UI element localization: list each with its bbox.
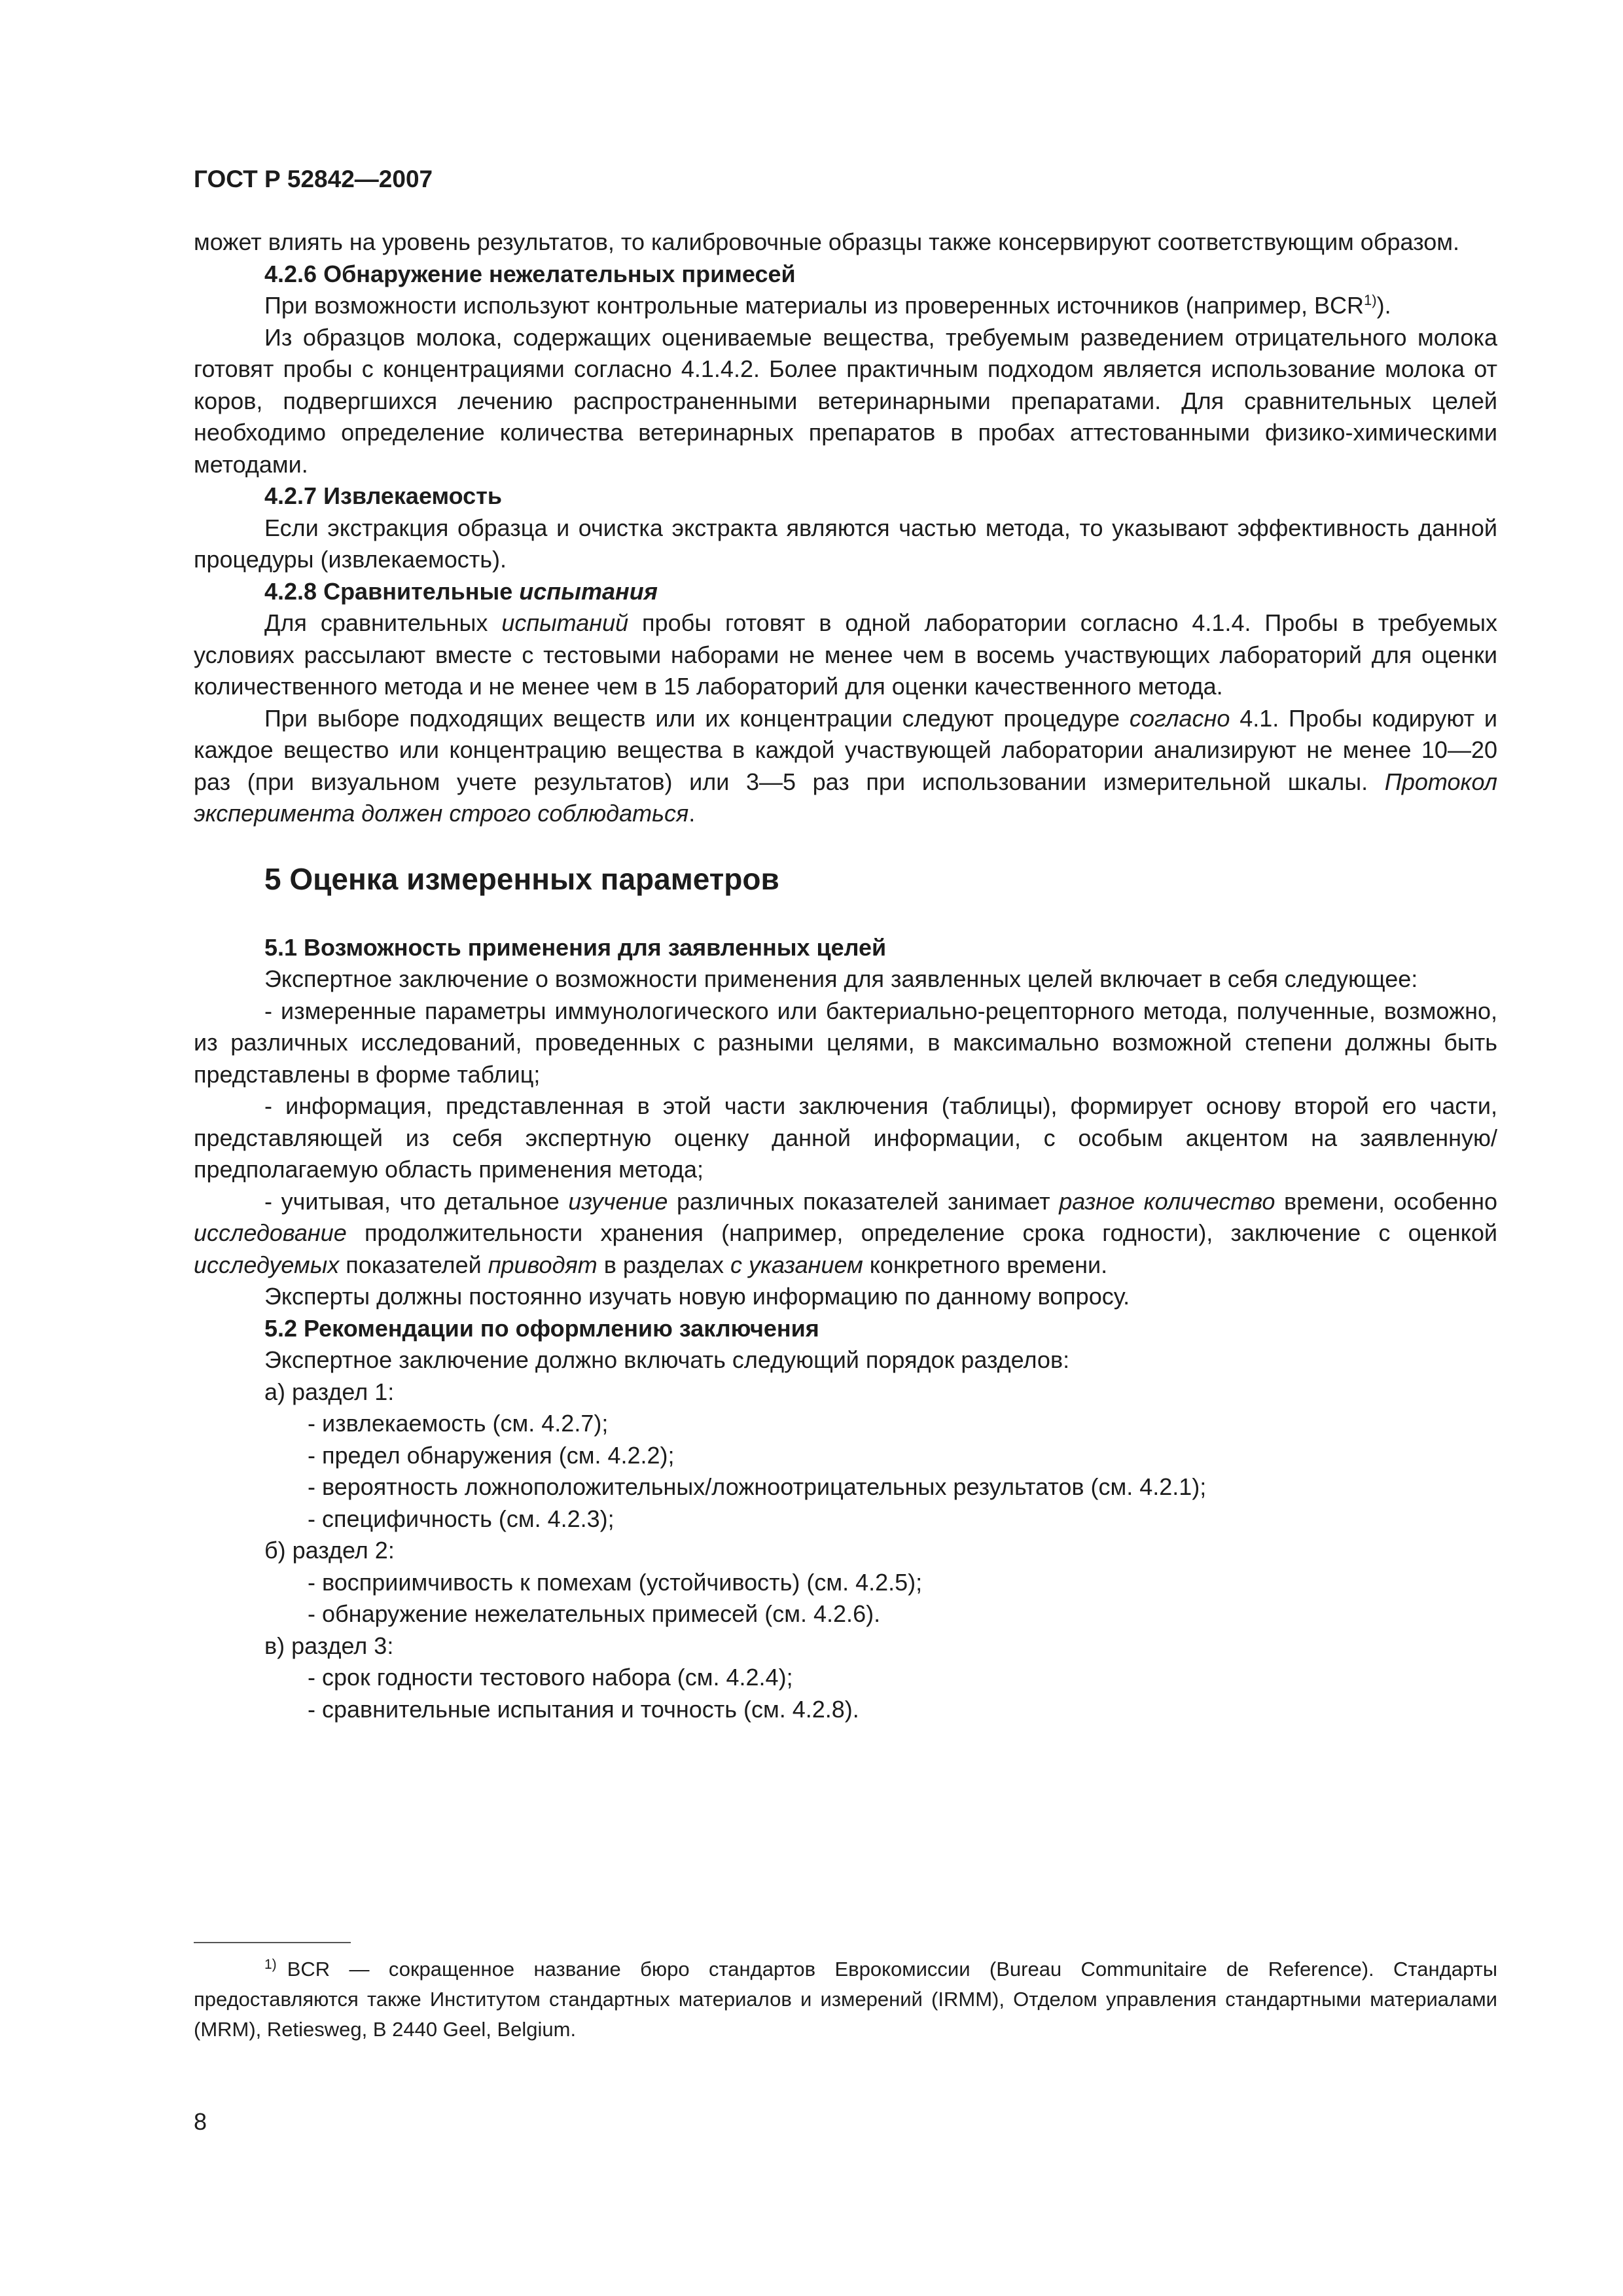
section-4-2-6-paragraph-1 — [194, 290, 1497, 322]
section-4-2-8-paragraph-1 — [194, 607, 1497, 703]
list-item: - восприимчивость к помехам (устойчивость) (см. 4.2.5); — [308, 1568, 923, 1596]
footnote-separator — [194, 1942, 351, 1943]
list-item: - сравнительные испытания и точность (см. 4.2.8). — [308, 1695, 859, 1723]
list-item: - обнаружение нежелательных примесей (см. 4.2.6). — [308, 1600, 881, 1627]
document-code-header: ГОСТ Р 52842—2007 — [194, 166, 433, 192]
section-5-2-heading: 5.2 Рекомендации по оформлению заключения — [264, 1314, 819, 1342]
section-4-2-7-paragraph: Если экстракция образца и очистка экстракта являются частью метода, то указывают эффективность данной процедуры (извлекаемость). — [194, 514, 1497, 573]
list-label-b: б) раздел 2: — [264, 1537, 395, 1564]
section-5-1-bullet-2: - информация, представленная в этой части заключения (таблицы), формирует основу второй его части, представляющей из себя экспертную оценку данной информации, с особым акцентом на заявленную/ предполагаемую область применения метода; — [194, 1092, 1497, 1183]
list-label-a: а) раздел 1: — [264, 1378, 395, 1405]
section-5-1-heading: 5.1 Возможность применения для заявленных целей — [264, 933, 887, 961]
main-text — [194, 226, 1497, 1725]
text-run: конкретного времени. — [863, 1251, 1108, 1278]
italic-run: приводят — [488, 1251, 597, 1278]
list-item: - вероятность ложноположительных/ложноотрицательных результатов (см. 4.2.1); — [308, 1473, 1207, 1500]
section-5-heading: 5 Оценка измеренных параметров — [264, 861, 779, 896]
text-run: времени, особенно — [1275, 1187, 1498, 1215]
section-4-2-7-heading: 4.2.7 Извлекаемость — [264, 482, 502, 509]
list-item: - предел обнаружения (см. 4.2.2); — [308, 1441, 675, 1469]
italic-run: согласно — [1129, 704, 1230, 732]
footnote-mark: 1) — [264, 1956, 277, 1972]
italic-run: с указанием — [730, 1251, 863, 1278]
text-run: ). — [1376, 292, 1391, 319]
section-5-1-bullet-3 — [194, 1186, 1497, 1282]
list-item: - извлекаемость (см. 4.2.7); — [308, 1410, 609, 1437]
footnote — [194, 1954, 1497, 2045]
italic-run: испытаний — [501, 609, 629, 636]
section-5-1-bullet-1: - измеренные параметры иммунологического или бактериально-рецепторного метода, полученные, возможно, из различных исследований, проведенных с разными целями, в максимально возможной степени должны быть представлены в форме таблиц; — [194, 997, 1497, 1088]
text-run: При выборе подходящих веществ или их концентрации следуют процедуре — [264, 704, 1130, 732]
section-5-1-intro: Экспертное заключение о возможности применения для заявленных целей включает в себя следующее: — [264, 965, 1418, 992]
continued-paragraph: может влиять на уровень результатов, то калибровочные образцы также консервируют соответствующим образом. — [194, 228, 1459, 255]
section-4-2-8-paragraph-2 — [194, 703, 1497, 830]
footnote-ref: 1) — [1364, 292, 1377, 308]
footnote-text: BCR — сокращенное название бюро стандартов Еврокомиссии (Bureau Communitaire de Reference). Стандарты предоставляются также Институтом стандартных материалов и измерений (IRMM), Отделом управления стандартными материалами (MRM), Retiesweg, B 2440 Geel, Belgium. — [194, 1958, 1497, 2041]
italic-run: исследуемых — [194, 1251, 340, 1278]
list-label-c: в) раздел 3: — [264, 1632, 394, 1659]
list-item: - срок годности тестового набора (см. 4.2.4); — [308, 1664, 793, 1691]
section-5-1-closing: Эксперты должны постоянно изучать новую информацию по данному вопросу. — [264, 1283, 1130, 1310]
section-5-2-intro: Экспертное заключение должно включать следующий порядок разделов: — [264, 1346, 1070, 1373]
heading-run: 4.2.8 Сравнительные — [264, 577, 520, 605]
text-run: продолжительности хранения (например, определение срока годности), заключение с оценкой — [346, 1219, 1497, 1246]
italic-run: разное количество — [1059, 1187, 1275, 1215]
page-number: 8 — [194, 2108, 207, 2135]
text-run: 4.1. Пробы кодируют и каждое вещество или концентрацию вещества в каждой участвующей лаборатории анализируют не менее 10—20 раз (при визуальном учете результатов) или 3—5 раз при использовании измерительной шкалы. — [194, 704, 1498, 795]
text-run: Для сравнительных — [264, 609, 502, 636]
italic-run: изучение — [568, 1187, 668, 1215]
section-4-2-6-heading: 4.2.6 Обнаружение нежелательных примесей — [264, 260, 796, 287]
section-4-2-6-paragraph-2: Из образцов молока, содержащих оцениваемые вещества, требуемым разведением отрицательного молока готовят пробы с концентрациями согласно 4.1.4.2. Более практичным подходом является использование молока от коров, подвергшихся лечению распространенными ветеринарными препаратами. Для сравнительных целей необходимо определение количества ветеринарных препаратов в пробах аттестованными физико-химическими методами. — [194, 323, 1497, 478]
text-run: При возможности используют контрольные материалы из проверенных источников (например, BCR — [264, 292, 1364, 319]
text-run: различных показателей занимает — [668, 1187, 1060, 1215]
italic-run: исследование — [194, 1219, 347, 1246]
section-4-2-8-heading — [194, 576, 1497, 608]
text-run: - учитывая, что детальное — [264, 1187, 569, 1215]
text-run: показателей — [339, 1251, 488, 1278]
list-item: - специфичность (см. 4.2.3); — [308, 1505, 615, 1532]
text-run: в разделах — [597, 1251, 731, 1278]
text-run: . — [688, 800, 696, 827]
text-run: пробы готовят в одной лаборатории согласно 4.1.4. Пробы в требуемых условиях рассылают вместе с тестовыми наборами не менее чем в восемь участвующих лабораторий для оценки количественного метода и не менее чем в 15 лабораторий для оценки качественного метода. — [194, 609, 1497, 700]
italic-run: Протокол эксперимента должен строго соблюдаться — [194, 768, 1497, 827]
heading-italic-run: испытания — [519, 577, 658, 605]
